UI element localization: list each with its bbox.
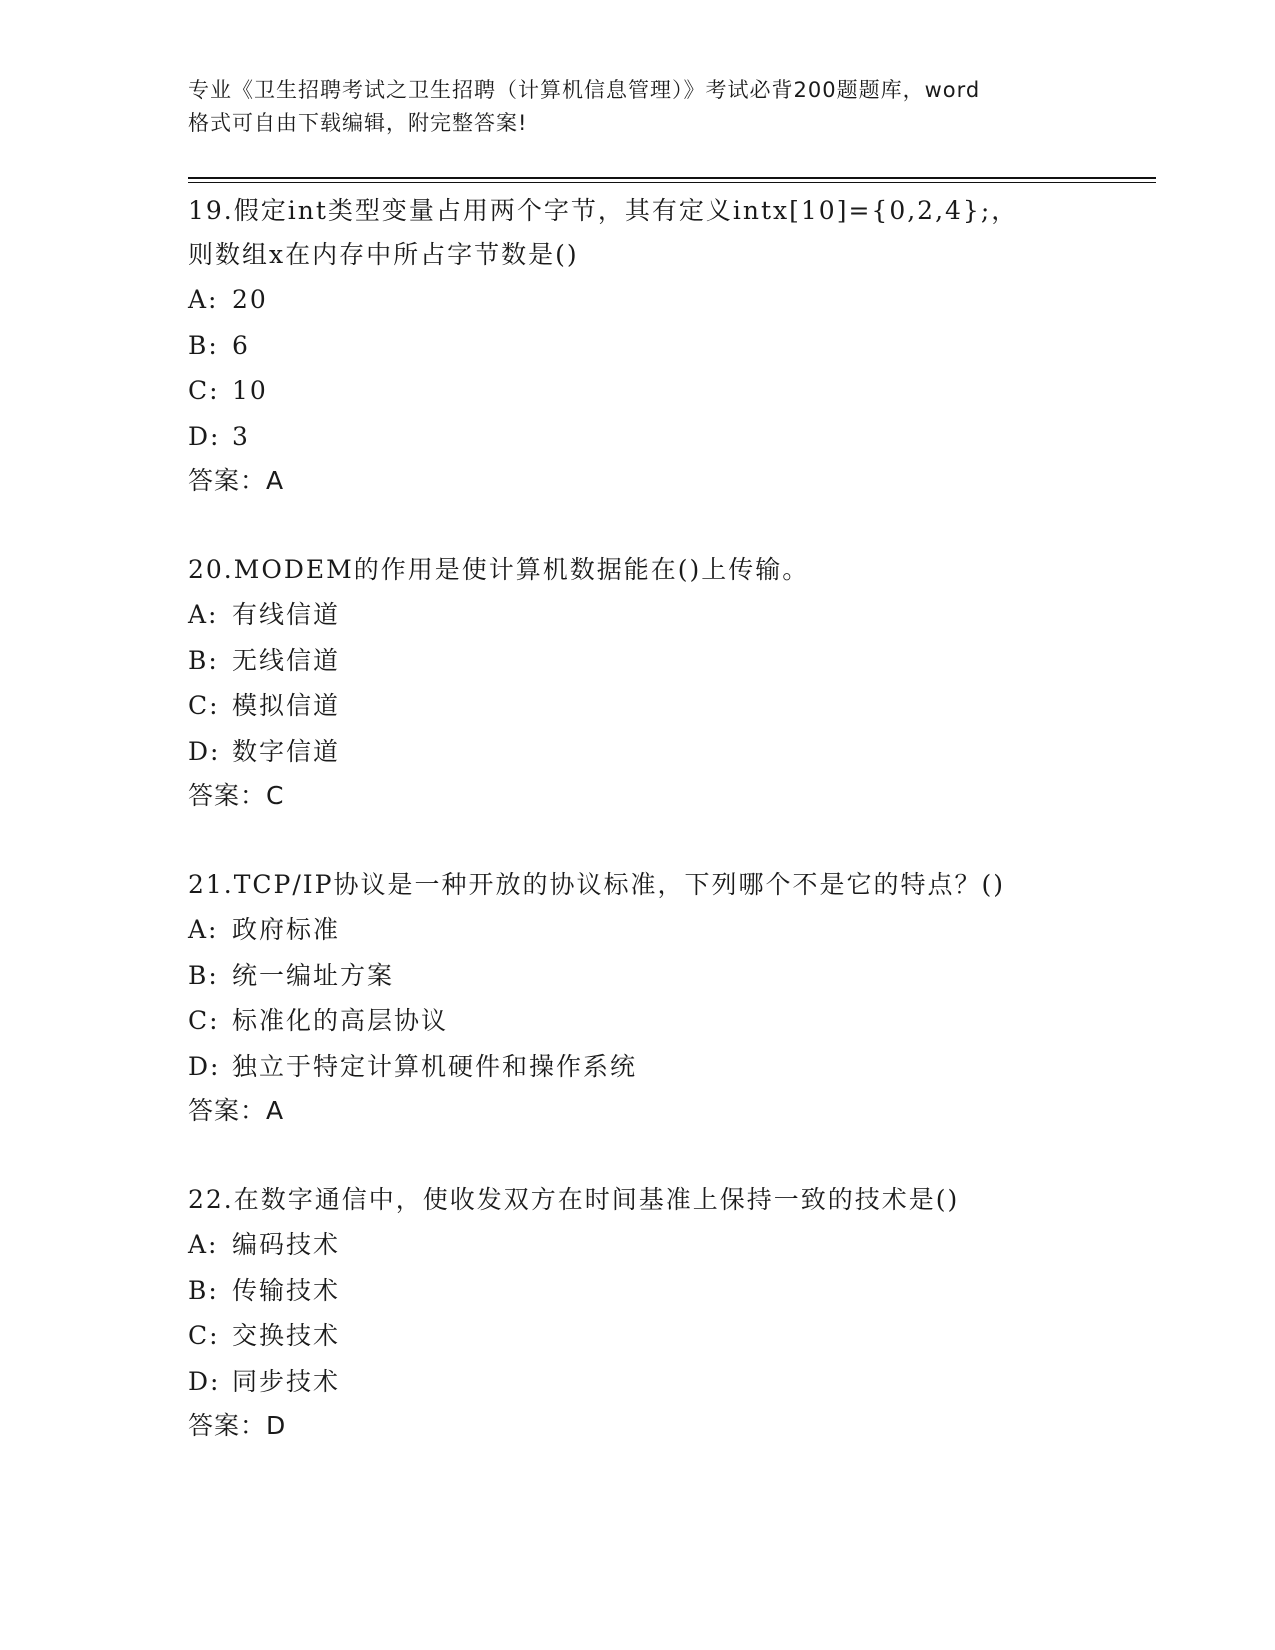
question-list — [188, 189, 1156, 1493]
option-text: 3 — [232, 421, 250, 451]
option-text: 6 — [232, 330, 250, 360]
option-text: 有线信道 — [232, 600, 341, 629]
option-letter: B: — [188, 330, 219, 360]
option-text: 同步技术 — [232, 1366, 341, 1396]
question-stem: 19.假定int类型变量占用两个字节，其有定义intx[10]={0,2,4};， — [188, 196, 1019, 225]
option-c — [188, 683, 1156, 729]
option-text: 传输技术 — [232, 1275, 341, 1305]
option-list — [188, 277, 1156, 459]
question-21 — [188, 863, 1156, 1133]
option-letter: D: — [188, 1366, 221, 1396]
option-text: 模拟信道 — [232, 691, 341, 720]
question-stem: 22.在数字通信中，使收发双方在时间基准上保持一致的技术是() — [188, 1185, 960, 1214]
option-d — [188, 729, 1156, 775]
question-20 — [188, 548, 1156, 818]
option-text: 10 — [232, 376, 268, 405]
option-letter: C: — [188, 691, 220, 720]
option-letter: D: — [188, 421, 221, 451]
option-list — [188, 592, 1156, 774]
answer-line: 答案：D — [188, 1411, 287, 1440]
option-a — [188, 1222, 1156, 1268]
option-b — [188, 1268, 1156, 1314]
option-letter: A: — [188, 1230, 219, 1259]
option-text: 独立于特定计算机硬件和操作系统 — [232, 1051, 638, 1081]
option-text: 标准化的高层协议 — [232, 1006, 449, 1035]
question-19 — [188, 189, 1156, 503]
option-d — [188, 1359, 1156, 1405]
option-b — [188, 323, 1156, 369]
option-letter: C: — [188, 376, 220, 405]
answer-line: 答案：A — [188, 466, 285, 495]
option-letter: C: — [188, 1321, 220, 1350]
option-letter: A: — [188, 915, 219, 944]
option-letter: D: — [188, 1051, 221, 1081]
option-a — [188, 592, 1156, 638]
option-letter: C: — [188, 1006, 220, 1035]
option-a — [188, 277, 1156, 323]
answer-line: 答案：A — [188, 1096, 285, 1125]
option-list — [188, 1222, 1156, 1404]
option-d — [188, 1044, 1156, 1090]
header-divider-thick — [188, 177, 1156, 179]
option-text: 统一编址方案 — [232, 960, 395, 990]
answer-line: 答案：C — [188, 781, 285, 810]
option-a — [188, 907, 1156, 953]
option-letter: B: — [188, 1275, 219, 1305]
option-letter: A: — [188, 600, 219, 629]
header-line-1: 专业《卫生招聘考试之卫生招聘（计算机信息管理）》考试必背200题题库，word — [188, 78, 981, 102]
header-divider-thin — [188, 182, 1156, 183]
option-c — [188, 368, 1156, 414]
option-list — [188, 907, 1156, 1089]
option-c — [188, 1313, 1156, 1359]
option-letter: D: — [188, 736, 221, 766]
option-letter: A: — [188, 285, 219, 314]
option-text: 无线信道 — [232, 645, 341, 675]
option-text: 20 — [232, 285, 268, 314]
option-c — [188, 998, 1156, 1044]
option-b — [188, 953, 1156, 999]
question-stem-continued: 则数组x在内存中所占字节数是() — [188, 240, 579, 269]
document-header — [188, 74, 1088, 140]
question-22 — [188, 1178, 1156, 1448]
option-text: 数字信道 — [232, 736, 341, 766]
option-text: 交换技术 — [232, 1321, 341, 1350]
option-text: 编码技术 — [232, 1230, 341, 1259]
question-stem: 21.TCP/IP协议是一种开放的协议标准，下列哪个不是它的特点？() — [188, 870, 1006, 899]
option-letter: B: — [188, 960, 219, 990]
question-stem: 20.MODEM的作用是使计算机数据能在()上传输。 — [188, 555, 810, 584]
option-letter: B: — [188, 645, 219, 675]
option-d — [188, 414, 1156, 460]
option-b — [188, 638, 1156, 684]
option-text: 政府标准 — [232, 915, 341, 944]
header-line-2: 格式可自由下载编辑，附完整答案! — [188, 111, 528, 135]
